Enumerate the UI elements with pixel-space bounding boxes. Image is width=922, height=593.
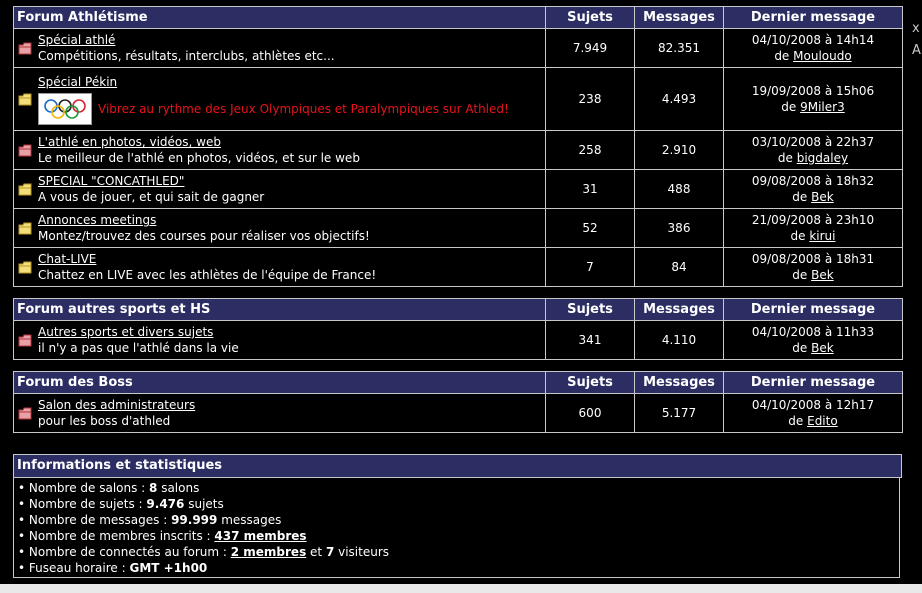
forum-description: Montez/trouvez des courses pour réaliser vos objectifs! bbox=[38, 229, 370, 243]
topics-count: 600 bbox=[546, 394, 635, 433]
last-post-date: 04/10/2008 à 14h14 bbox=[751, 33, 875, 47]
last-post-prefix: de bbox=[781, 100, 797, 114]
forum-cell bbox=[14, 170, 546, 209]
forum-description: pour les boss d'athled bbox=[38, 414, 171, 428]
messages-header: Messages bbox=[635, 299, 724, 321]
last-message-header: Dernier message bbox=[724, 299, 903, 321]
forum-row bbox=[14, 170, 903, 209]
last-post-date: 09/08/2008 à 18h31 bbox=[751, 252, 875, 266]
forum-description: A vous de jouer, et qui sait de gagner bbox=[38, 190, 265, 204]
topics-count: 258 bbox=[546, 131, 635, 170]
last-message-header: Dernier message bbox=[724, 372, 903, 394]
topics-count: 7 bbox=[546, 248, 635, 287]
topics-count: 238 bbox=[546, 68, 635, 131]
forum-row bbox=[14, 29, 903, 68]
bullet: • bbox=[18, 529, 26, 543]
forum-cell bbox=[14, 321, 546, 360]
olympic-rings-icon[interactable] bbox=[38, 93, 92, 125]
stat-messages-value: 99.999 bbox=[171, 513, 218, 527]
last-post-cell bbox=[724, 248, 903, 287]
forum-row bbox=[14, 321, 903, 360]
topics-count: 31 bbox=[546, 170, 635, 209]
last-post-user-link[interactable]: 9Miler3 bbox=[800, 100, 845, 114]
bullet: • bbox=[18, 481, 26, 495]
last-post-user-link[interactable]: Edito bbox=[807, 414, 838, 428]
forum-cell bbox=[14, 209, 546, 248]
stats-panel bbox=[13, 477, 900, 578]
last-post-user-link[interactable]: Bek bbox=[811, 341, 834, 355]
forum-description: il n'y a pas que l'athlé dans la vie bbox=[38, 341, 239, 355]
messages-count: 488 bbox=[635, 170, 724, 209]
stats-title: Informations et statistiques bbox=[17, 458, 223, 473]
category-title: Forum Athlétisme bbox=[14, 7, 546, 29]
last-post-prefix: de bbox=[774, 49, 790, 63]
status-bar bbox=[0, 584, 922, 593]
members-link[interactable]: 437 membres bbox=[214, 529, 307, 543]
category-header-row bbox=[14, 7, 903, 29]
last-post-user-link[interactable]: kirui bbox=[809, 229, 836, 243]
forum-cell bbox=[14, 248, 546, 287]
folder-new-icon bbox=[18, 407, 32, 420]
forum-row bbox=[14, 209, 903, 248]
bullet: • bbox=[18, 545, 26, 559]
timezone-value: GMT +1h00 bbox=[129, 561, 208, 575]
bullet: • bbox=[18, 497, 26, 511]
last-post-cell bbox=[724, 68, 903, 131]
category-title: Forum autres sports et HS bbox=[14, 299, 546, 321]
forum-cell bbox=[14, 394, 546, 433]
category-header-row bbox=[14, 299, 903, 321]
forum-category-table bbox=[13, 298, 903, 360]
forum-cell bbox=[14, 131, 546, 170]
forum-cell bbox=[14, 29, 546, 68]
folder-new-icon bbox=[18, 144, 32, 157]
forum-link[interactable]: Spécial Pékin bbox=[38, 74, 118, 89]
last-post-date: 19/09/2008 à 15h06 bbox=[751, 84, 875, 98]
online-members-link[interactable]: 2 membres bbox=[230, 545, 307, 559]
messages-count: 84 bbox=[635, 248, 724, 287]
topics-count: 341 bbox=[546, 321, 635, 360]
stat-messages: • Nombre de messages : 99.999 messages bbox=[18, 513, 282, 527]
last-post-user-link[interactable]: Bek bbox=[811, 268, 834, 282]
last-post-prefix: de bbox=[792, 190, 808, 204]
folder-icon bbox=[18, 222, 32, 235]
forum-link[interactable]: Salon des administrateurs bbox=[38, 398, 196, 412]
forum-link[interactable]: Spécial athlé bbox=[38, 33, 116, 47]
last-post-user-link[interactable]: bigdaley bbox=[796, 151, 849, 165]
forum-link[interactable]: L'athlé en photos, vidéos, web bbox=[38, 135, 221, 149]
stat-salons-value: 8 bbox=[149, 481, 158, 495]
last-post-cell bbox=[724, 321, 903, 360]
last-post-date: 21/09/2008 à 23h10 bbox=[751, 213, 875, 227]
category-header-row bbox=[14, 372, 903, 394]
last-post-cell bbox=[724, 394, 903, 433]
last-post-prefix: de bbox=[792, 268, 808, 282]
bullet: • bbox=[18, 513, 26, 527]
last-post-date: 09/08/2008 à 18h32 bbox=[751, 174, 875, 188]
last-post-prefix: de bbox=[790, 229, 806, 243]
last-post-date: 04/10/2008 à 11h33 bbox=[751, 325, 875, 339]
messages-header: Messages bbox=[635, 7, 724, 29]
last-post-cell bbox=[724, 170, 903, 209]
forum-row bbox=[14, 131, 903, 170]
stat-fuseau: • Fuseau horaire : GMT +1h00 bbox=[18, 561, 208, 575]
edge-text: x A bbox=[912, 21, 921, 58]
last-message-header: Dernier message bbox=[724, 7, 903, 29]
last-post-prefix: de bbox=[777, 151, 793, 165]
forum-description: Chattez en LIVE avec les athlètes de l'équipe de France! bbox=[38, 268, 377, 282]
last-post-date: 04/10/2008 à 12h17 bbox=[751, 398, 875, 412]
category-title: Forum des Boss bbox=[14, 372, 546, 394]
last-post-prefix: de bbox=[792, 341, 808, 355]
forum-description: Compétitions, résultats, interclubs, athlètes etc... bbox=[38, 49, 335, 63]
messages-count: 4.493 bbox=[635, 68, 724, 131]
last-post-cell bbox=[724, 29, 903, 68]
folder-icon bbox=[18, 93, 32, 106]
forum-row bbox=[14, 394, 903, 433]
forum-row bbox=[14, 248, 903, 287]
topics-header: Sujets bbox=[546, 299, 635, 321]
forum-link[interactable]: Annonces meetings bbox=[38, 213, 157, 227]
forum-description: Le meilleur de l'athlé en photos, vidéos, et sur le web bbox=[38, 151, 360, 165]
forum-category-table bbox=[13, 6, 903, 287]
folder-new-icon bbox=[18, 42, 32, 55]
messages-count: 5.177 bbox=[635, 394, 724, 433]
forum-link[interactable]: SPECIAL "CONCATHLED" bbox=[38, 174, 185, 188]
last-post-cell bbox=[724, 131, 903, 170]
last-post-user-link[interactable]: Bek bbox=[811, 190, 834, 204]
topics-header: Sujets bbox=[546, 372, 635, 394]
stat-salons: • Nombre de salons : 8 salons bbox=[18, 481, 200, 495]
forum-cell bbox=[14, 68, 546, 131]
forum-link[interactable]: Autres sports et divers sujets bbox=[38, 325, 214, 339]
topics-count: 52 bbox=[546, 209, 635, 248]
stat-sujets: • Nombre de sujets : 9.476 sujets bbox=[18, 497, 224, 511]
bullet: • bbox=[18, 561, 26, 575]
promo-text[interactable]: Vibrez au rythme des Jeux Olympiques et Paralympiques sur Athled! bbox=[98, 101, 509, 116]
stat-membres: • Nombre de membres inscrits : 437 membres bbox=[18, 529, 307, 543]
last-post-date: 03/10/2008 à 22h37 bbox=[751, 135, 875, 149]
forum-row bbox=[14, 68, 903, 131]
folder-icon bbox=[18, 183, 32, 196]
messages-count: 4.110 bbox=[635, 321, 724, 360]
messages-header: Messages bbox=[635, 372, 724, 394]
forum-link[interactable]: Chat-LIVE bbox=[38, 252, 97, 266]
topics-header: Sujets bbox=[546, 7, 635, 29]
promo-banner bbox=[38, 93, 509, 125]
folder-new-icon bbox=[18, 334, 32, 347]
last-post-prefix: de bbox=[788, 414, 804, 428]
stat-connectes: • Nombre de connectés au forum : 2 membres et 7 visiteurs bbox=[18, 545, 390, 559]
last-post-cell bbox=[724, 209, 903, 248]
folder-icon bbox=[18, 261, 32, 274]
stats-header bbox=[13, 454, 902, 478]
visitors-count: 7 bbox=[325, 545, 335, 559]
messages-count: 386 bbox=[635, 209, 724, 248]
topics-count: 7.949 bbox=[546, 29, 635, 68]
messages-count: 2.910 bbox=[635, 131, 724, 170]
stat-sujets-value: 9.476 bbox=[146, 497, 185, 511]
forum-category-table bbox=[13, 371, 903, 433]
messages-count: 82.351 bbox=[635, 29, 724, 68]
last-post-user-link[interactable]: Mouloudo bbox=[793, 49, 852, 63]
